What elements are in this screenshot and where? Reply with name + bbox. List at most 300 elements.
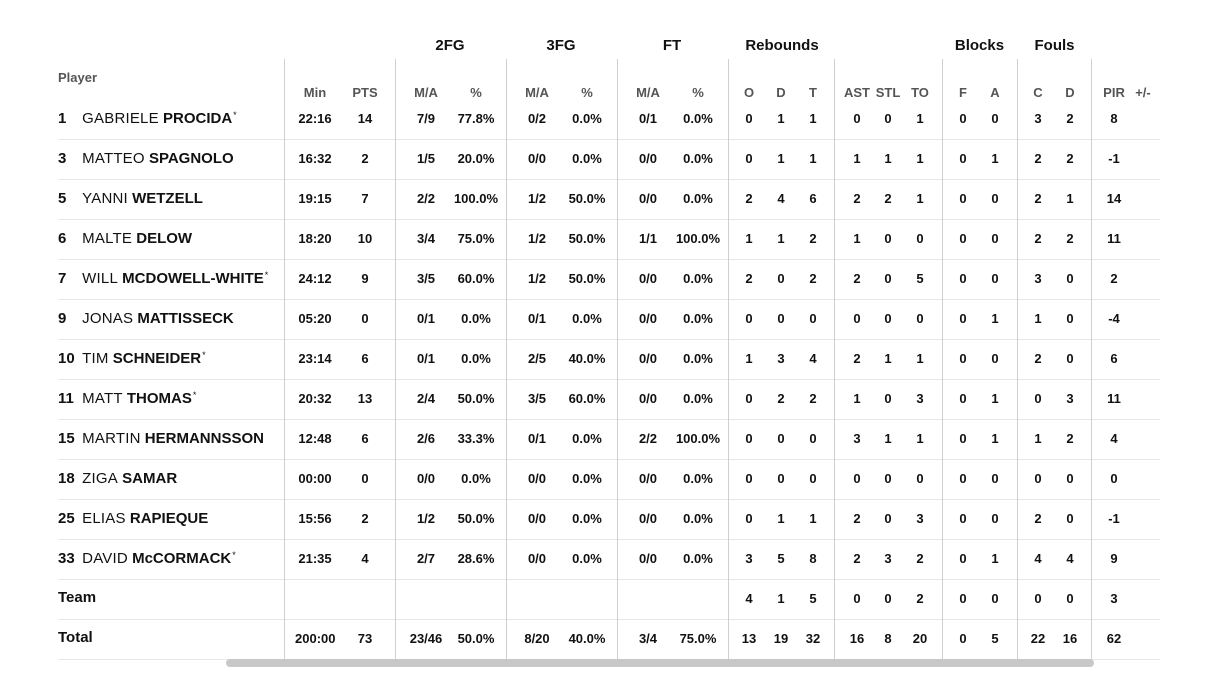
cell-blk-a: 1 (991, 391, 999, 406)
cell-foul-d: 4 (1066, 551, 1074, 566)
cell-reb-o: 4 (745, 591, 753, 606)
col-to-header: TO (911, 85, 929, 100)
cell-ast: 1 (853, 151, 861, 166)
cell-pts: 7 (361, 191, 369, 206)
cell-fg3-pct: 0.0% (572, 511, 602, 526)
col-blk-f-header: F (959, 85, 967, 100)
cell-blk-f: 0 (959, 111, 967, 126)
cell-ft-ma: 0/0 (638, 271, 658, 286)
player-number: 5 (58, 190, 67, 207)
cell-ft-ma: 0/0 (638, 551, 658, 566)
player-number: 7 (58, 270, 67, 287)
col-plusminus-header: +/- (1135, 85, 1151, 100)
player-number: 33 (58, 550, 75, 567)
cell-ft-pct: 0.0% (683, 111, 713, 126)
cell-fg3-pct: 50.0% (568, 191, 606, 206)
cell-ft-pct: 100.0% (675, 231, 721, 246)
cell-fg3-ma: 0/2 (527, 111, 547, 126)
cell-reb-t: 6 (809, 191, 817, 206)
cell-fg2-ma: 1/2 (416, 511, 436, 526)
cell-foul-d: 0 (1066, 311, 1074, 326)
cell-blk-f: 0 (959, 471, 967, 486)
cell-fg3-ma: 1/2 (527, 231, 547, 246)
col-pts-header: PTS (352, 85, 378, 100)
cell-reb-d: 0 (777, 271, 785, 286)
player-column-header: Player (58, 70, 98, 85)
cell-min: 200:00 (295, 631, 336, 646)
cell-blk-f: 0 (959, 511, 967, 526)
cell-reb-t: 1 (809, 151, 817, 166)
cell-fg3-pct: 0.0% (572, 551, 602, 566)
cell-fg3-pct: 40.0% (568, 351, 606, 366)
cell-fg2-ma: 1/5 (416, 151, 436, 166)
cell-ft-pct: 0.0% (683, 471, 713, 486)
cell-stl: 1 (884, 351, 892, 366)
cell-pm (1131, 299, 1155, 339)
team-row (58, 579, 1160, 620)
cell-min: 22:16 (298, 111, 332, 126)
player-first-name: ELIAS (82, 510, 126, 527)
player-name-link[interactable] (58, 419, 283, 459)
col-2fg-pct-header: % (470, 85, 482, 100)
cell-min: 12:48 (298, 431, 332, 446)
cell-foul-d: 3 (1066, 391, 1074, 406)
cell-pts: 4 (361, 551, 369, 566)
cell-reb-t: 2 (809, 271, 817, 286)
cell-to: 3 (916, 511, 924, 526)
col-pir-header: PIR (1103, 85, 1125, 100)
player-last-name: MCDOWELL-WHITE (122, 270, 264, 287)
cell-blk-f: 0 (959, 351, 967, 366)
col-foul-d-header: D (1065, 85, 1075, 100)
cell-stl: 0 (884, 471, 892, 486)
cell-ft-pct: 0.0% (683, 191, 713, 206)
cell-foul-d: 16 (1062, 631, 1078, 646)
cell-ft-ma: 1/1 (638, 231, 658, 246)
cell-reb-o: 1 (745, 231, 753, 246)
cell-pts: 73 (357, 631, 373, 646)
cell-reb-o: 3 (745, 551, 753, 566)
col-foul-c-header: C (1033, 85, 1043, 100)
cell-to: 20 (912, 631, 928, 646)
cell-ft-pct: 0.0% (683, 391, 713, 406)
cell-reb-d: 0 (777, 431, 785, 446)
cell-reb-o: 0 (745, 111, 753, 126)
player-name-link[interactable] (58, 459, 283, 499)
cell-fg3-ma: 0/1 (527, 431, 547, 446)
total-row-label: Total (58, 629, 93, 646)
cell-ft-ma (627, 579, 669, 619)
cell-pir: 11 (1107, 391, 1121, 406)
player-last-name: SPAGNOLO (148, 150, 234, 167)
divider (1017, 59, 1018, 659)
cell-foul-d: 0 (1066, 511, 1074, 526)
player-last-name: SAMAR (122, 470, 178, 487)
cell-fg3-ma: 0/1 (527, 311, 547, 326)
player-first-name: MATTEO (82, 150, 145, 167)
cell-foul-c: 2 (1034, 151, 1042, 166)
cell-pts: 0 (361, 471, 369, 486)
cell-pm (1131, 539, 1155, 579)
cell-stl: 0 (884, 511, 892, 526)
cell-blk-f: 0 (959, 551, 967, 566)
cell-reb-o: 2 (745, 271, 753, 286)
player-name-link[interactable] (58, 139, 283, 179)
cell-foul-d: 1 (1066, 191, 1074, 206)
cell-pm (1131, 339, 1155, 379)
cell-min (295, 579, 335, 619)
cell-reb-t: 1 (809, 111, 817, 126)
cell-blk-a: 0 (991, 351, 999, 366)
cell-min: 24:12 (298, 271, 332, 286)
cell-pir: 3 (1110, 591, 1118, 606)
cell-to: 0 (916, 471, 924, 486)
cell-stl: 0 (884, 311, 892, 326)
group-ft: FT (662, 37, 682, 54)
cell-reb-d: 3 (777, 351, 785, 366)
cell-reb-t: 2 (809, 231, 817, 246)
cell-pir: -4 (1108, 311, 1120, 326)
cell-fg3-ma: 0/0 (527, 511, 547, 526)
cell-reb-d: 1 (777, 111, 785, 126)
cell-reb-d: 1 (777, 511, 785, 526)
cell-reb-d: 2 (777, 391, 785, 406)
player-last-name: RAPIEQUE (129, 510, 209, 527)
cell-pir: 0 (1110, 471, 1118, 486)
cell-fg2-pct: 75.0% (457, 231, 495, 246)
cell-min: 15:56 (298, 511, 332, 526)
cell-ft-pct: 0.0% (683, 311, 713, 326)
player-name-link[interactable] (58, 99, 283, 139)
cell-to: 1 (916, 431, 924, 446)
cell-to: 2 (916, 591, 924, 606)
cell-blk-a: 1 (991, 311, 999, 326)
cell-reb-o: 0 (745, 391, 753, 406)
cell-blk-f: 0 (959, 591, 967, 606)
cell-fg2-pct: 100.0% (453, 191, 499, 206)
cell-foul-d: 0 (1066, 271, 1074, 286)
cell-fg2-pct: 60.0% (457, 271, 495, 286)
player-name-link[interactable] (58, 539, 283, 579)
cell-pir: 8 (1110, 111, 1118, 126)
cell-pm (1131, 139, 1155, 179)
cell-ast: 0 (853, 471, 861, 486)
cell-stl: 0 (884, 111, 892, 126)
cell-fg2-pct (453, 579, 499, 619)
cell-reb-t: 32 (805, 631, 821, 646)
player-number: 9 (58, 310, 67, 327)
group-3fg: 3FG (546, 37, 576, 54)
cell-fg3-ma: 2/5 (527, 351, 547, 366)
cell-pts: 2 (361, 511, 369, 526)
col-2fg-ma-header: M/A (414, 85, 438, 100)
cell-foul-d: 2 (1066, 231, 1074, 246)
cell-stl: 8 (884, 631, 892, 646)
cell-to: 3 (916, 391, 924, 406)
cell-ast: 1 (853, 391, 861, 406)
cell-fg3-pct: 40.0% (568, 631, 606, 646)
boxscore-table (58, 0, 1160, 696)
cell-reb-d: 0 (777, 471, 785, 486)
cell-ft-ma: 3/4 (638, 631, 658, 646)
player-first-name: DAVID (82, 550, 128, 567)
cell-to: 5 (916, 271, 924, 286)
cell-ft-ma: 0/0 (638, 311, 658, 326)
cell-blk-f: 0 (959, 151, 967, 166)
cell-fg3-pct: 0.0% (572, 471, 602, 486)
player-first-name: TIM (82, 350, 109, 367)
group-2fg: 2FG (435, 37, 465, 54)
cell-to: 2 (916, 551, 924, 566)
cell-stl: 1 (884, 431, 892, 446)
cell-blk-a: 1 (991, 431, 999, 446)
cell-fg2-pct: 50.0% (457, 391, 495, 406)
cell-stl: 3 (884, 551, 892, 566)
player-name-link[interactable] (58, 179, 283, 219)
cell-ft-pct: 0.0% (683, 271, 713, 286)
cell-reb-t: 2 (809, 391, 817, 406)
cell-fg2-ma: 0/1 (416, 351, 436, 366)
cell-reb-d: 0 (777, 311, 785, 326)
player-last-name: MATTISSECK (137, 310, 234, 327)
cell-fg3-ma: 0/0 (527, 151, 547, 166)
cell-reb-t: 5 (809, 591, 817, 606)
player-name-link[interactable] (58, 219, 283, 259)
cell-reb-t: 0 (809, 311, 817, 326)
cell-stl: 0 (884, 231, 892, 246)
cell-blk-a: 5 (991, 631, 999, 646)
player-last-name: WETZELL (132, 190, 203, 207)
cell-foul-d: 0 (1066, 471, 1074, 486)
cell-pm (1131, 99, 1155, 139)
table-row (58, 379, 1160, 420)
player-number: 3 (58, 150, 67, 167)
cell-pir: 62 (1106, 631, 1122, 646)
group-blocks: Blocks (954, 37, 1005, 54)
player-name-link[interactable] (58, 299, 283, 339)
cell-blk-f: 0 (959, 391, 967, 406)
player-first-name: MALTE (82, 230, 133, 247)
cell-stl: 1 (884, 151, 892, 166)
cell-foul-d: 2 (1066, 431, 1074, 446)
cell-pm (1131, 219, 1155, 259)
cell-to: 0 (916, 311, 924, 326)
cell-stl: 0 (884, 271, 892, 286)
table-row (58, 219, 1160, 260)
cell-min: 18:20 (298, 231, 332, 246)
cell-ft-pct: 0.0% (683, 551, 713, 566)
cell-fg3-ma: 1/2 (527, 271, 547, 286)
cell-foul-c: 4 (1034, 551, 1042, 566)
cell-fg3-ma: 1/2 (527, 191, 547, 206)
cell-blk-a: 0 (991, 191, 999, 206)
cell-pts: 14 (357, 111, 373, 126)
cell-blk-a: 0 (991, 231, 999, 246)
cell-blk-a: 0 (991, 111, 999, 126)
cell-fg2-ma: 2/6 (416, 431, 436, 446)
cell-reb-o: 1 (745, 351, 753, 366)
player-first-name: WILL (82, 270, 118, 287)
cell-fg2-ma: 0/0 (416, 471, 436, 486)
player-first-name: ZIGA (82, 470, 118, 487)
cell-pts: 2 (361, 151, 369, 166)
cell-reb-t: 8 (809, 551, 817, 566)
cell-ast: 2 (853, 271, 861, 286)
cell-ft-pct (675, 579, 721, 619)
player-last-name: HERMANNSSON (144, 430, 264, 447)
player-last-name: McCORMACK (132, 550, 232, 567)
cell-to: 1 (916, 151, 924, 166)
cell-pm (1131, 259, 1155, 299)
cell-fg3-pct: 0.0% (572, 311, 602, 326)
cell-fg2-ma (405, 579, 447, 619)
table-row (58, 99, 1160, 140)
cell-foul-d: 2 (1066, 111, 1074, 126)
cell-blk-a: 1 (991, 551, 999, 566)
player-first-name: MARTIN (82, 430, 141, 447)
cell-min: 16:32 (298, 151, 332, 166)
player-first-name: JONAS (82, 310, 134, 327)
cell-ft-pct: 0.0% (683, 511, 713, 526)
group-fouls: Fouls (1034, 37, 1075, 54)
cell-pir: -1 (1108, 511, 1120, 526)
cell-fg3-pct: 0.0% (572, 111, 602, 126)
col-3fg-ma-header: M/A (525, 85, 549, 100)
cell-blk-a: 0 (991, 591, 999, 606)
cell-pts: 9 (361, 271, 369, 286)
player-name-link[interactable] (58, 499, 283, 539)
cell-fg2-ma: 23/46 (409, 631, 443, 646)
cell-foul-c: 2 (1034, 231, 1042, 246)
cell-foul-c: 1 (1034, 431, 1042, 446)
player-first-name: YANNI (82, 190, 128, 207)
divider (506, 59, 507, 659)
divider (617, 59, 618, 659)
col-stl-header: STL (875, 85, 901, 100)
cell-pm (1131, 579, 1155, 619)
cell-reb-d: 5 (777, 551, 785, 566)
cell-to: 0 (916, 231, 924, 246)
player-number: 1 (58, 110, 67, 127)
table-row (58, 299, 1160, 340)
col-blk-a-header: A (990, 85, 1000, 100)
cell-fg2-pct: 33.3% (457, 431, 495, 446)
cell-reb-d: 19 (773, 631, 789, 646)
cell-pir: 14 (1106, 191, 1122, 206)
cell-fg2-ma: 3/4 (416, 231, 436, 246)
cell-foul-c: 2 (1034, 351, 1042, 366)
cell-reb-d: 4 (777, 191, 785, 206)
starter-marker: * (232, 550, 236, 560)
cell-ast: 1 (853, 231, 861, 246)
starter-marker: * (264, 270, 269, 280)
cell-foul-c: 3 (1034, 111, 1042, 126)
cell-blk-f: 0 (959, 431, 967, 446)
cell-ft-pct: 100.0% (675, 431, 721, 446)
starter-marker: * (233, 110, 237, 120)
cell-foul-c: 2 (1034, 511, 1042, 526)
player-name-link[interactable] (58, 259, 283, 299)
cell-reb-o: 0 (745, 471, 753, 486)
cell-min: 20:32 (298, 391, 332, 406)
cell-reb-d: 1 (777, 231, 785, 246)
col-reb-t-header: T (809, 85, 817, 100)
cell-fg3-ma: 3/5 (527, 391, 547, 406)
team-row-label: Team (58, 589, 97, 606)
cell-ast: 0 (853, 111, 861, 126)
player-number: 6 (58, 230, 67, 247)
cell-reb-t: 4 (809, 351, 817, 366)
cell-ast: 2 (853, 351, 861, 366)
cell-fg3-pct: 50.0% (568, 271, 606, 286)
player-last-name: PROCIDA (162, 110, 233, 127)
cell-fg2-pct: 28.6% (457, 551, 495, 566)
col-ft-ma-header: M/A (636, 85, 660, 100)
player-name-link[interactable] (58, 339, 283, 379)
divider (1091, 59, 1092, 659)
col-ast-header: AST (844, 85, 870, 100)
cell-fg2-ma: 2/4 (416, 391, 436, 406)
cell-foul-d: 0 (1066, 591, 1074, 606)
cell-pts (345, 579, 385, 619)
cell-blk-f: 0 (959, 191, 967, 206)
cell-ft-ma: 0/1 (638, 111, 658, 126)
horizontal-scrollbar[interactable] (226, 659, 1094, 667)
cell-reb-t: 0 (809, 431, 817, 446)
cell-pir: 9 (1110, 551, 1118, 566)
cell-fg2-pct: 50.0% (457, 511, 495, 526)
cell-fg3-pct: 60.0% (568, 391, 606, 406)
cell-min: 19:15 (298, 191, 332, 206)
cell-reb-t: 1 (809, 511, 817, 526)
cell-fg2-pct: 50.0% (457, 631, 495, 646)
cell-pir: 4 (1110, 431, 1118, 446)
cell-blk-f: 0 (959, 311, 967, 326)
player-number: 11 (58, 390, 74, 407)
cell-foul-d: 0 (1066, 351, 1074, 366)
cell-fg2-ma: 2/7 (416, 551, 436, 566)
starter-marker: * (192, 390, 197, 400)
player-name-link[interactable] (58, 379, 283, 419)
cell-reb-o: 13 (741, 631, 757, 646)
cell-reb-o: 2 (745, 191, 753, 206)
cell-stl: 0 (884, 391, 892, 406)
cell-fg2-pct: 0.0% (461, 351, 491, 366)
cell-reb-o: 0 (745, 311, 753, 326)
cell-blk-a: 0 (991, 511, 999, 526)
cell-fg3-pct: 0.0% (572, 431, 602, 446)
cell-reb-o: 0 (745, 511, 753, 526)
cell-fg2-ma: 3/5 (416, 271, 436, 286)
cell-ft-pct: 0.0% (683, 151, 713, 166)
player-first-name: GABRIELE (82, 110, 159, 127)
cell-pir: 2 (1110, 271, 1118, 286)
cell-to: 1 (916, 111, 924, 126)
divider (942, 59, 943, 659)
table-row (58, 179, 1160, 220)
cell-blk-f: 0 (959, 631, 967, 646)
cell-min: 21:35 (298, 551, 332, 566)
cell-pts: 6 (361, 431, 369, 446)
col-min-header: Min (303, 85, 327, 100)
cell-to: 1 (916, 351, 924, 366)
cell-ft-ma: 0/0 (638, 511, 658, 526)
cell-foul-c: 0 (1034, 471, 1042, 486)
cell-reb-o: 0 (745, 151, 753, 166)
cell-ft-pct: 0.0% (683, 351, 713, 366)
cell-pm (1131, 179, 1155, 219)
cell-fg2-ma: 7/9 (416, 111, 436, 126)
